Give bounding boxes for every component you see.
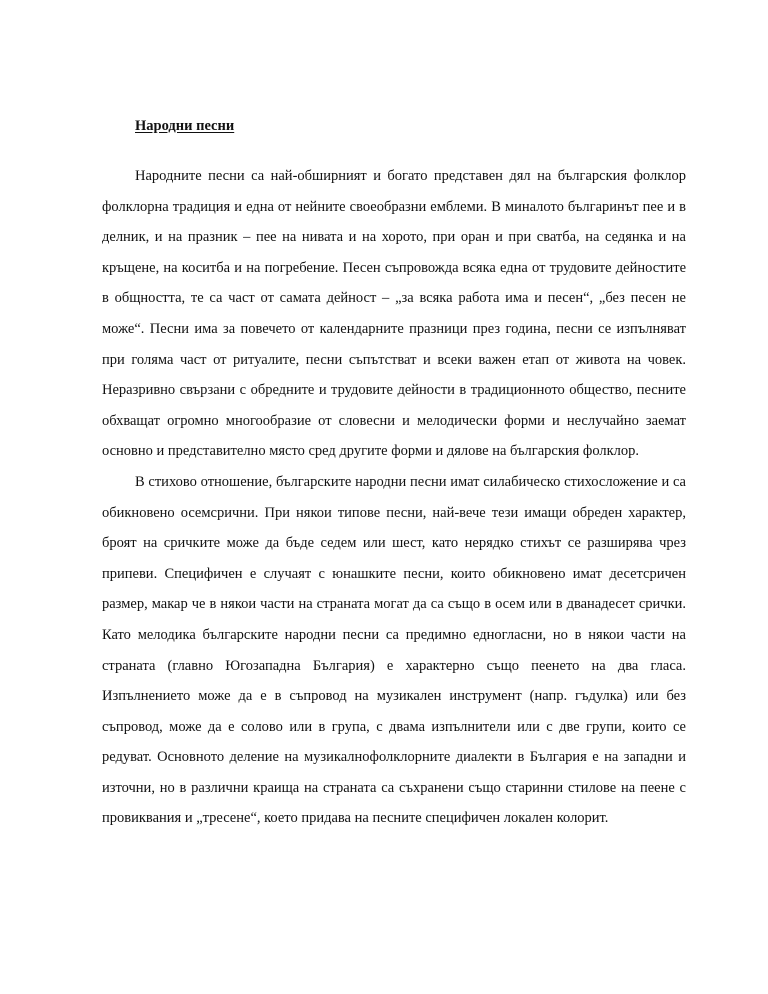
paragraph-folk-songs-intro: Народните песни са най-обширният и богато представен дял на българския фолклор фолклорна традиция и една от нейните своеобразни емблеми. В миналото българинът пее и в делник, и на празник – пее на нивата и на хорото, при оран и при сватба, на седянка и на кръщене, на коситба и на погребение. Песен съпровожда всяка една от трудовите дейностите в общността, те са част от самата дейност – „за всяка работа има и песен“, „без песен не може“. Песни има за повечето от календарните празници през година, песни се изпълняват при голяма част от ритуалите, песни съпътстват и всеки важен етап от живота на човек. Неразривно свързани с обредните и трудовите дейности в традиционното общество, песните обхващат огромно многообразие от словесни и мелодически форми и неслучайно заемат основно и представително място сред другите форми и дялове на българския фолклор. [102, 168, 686, 460]
document-body [102, 161, 686, 834]
paragraph-verse-and-melody: В стихово отношение, българските народни песни имат силабическо стихосложение и са обикновено осемсрични. При някои типове песни, най-вече тези имащи обреден характер, броят на сричките може да бъде седем или шест, като нерядко стихът се разширява чрез припеви. Специфичен е случаят с юнашките песни, които обикновено имат десетсричен размер, макар че в някои части на страната могат да са също в осем или в дванадесет срички. Като мелодика българските народни песни са предимно едногласни, но в някои части на страната (главно Югозападна България) е характерно също пеенето на два гласа. Изпълнението може да е в съпровод на музикален инструмент (напр. гъдулка) или без съпровод, може да е солово или в група, с двама изпълнители или с две групи, които се редуват. Основното деление на музикалнофолклорните диалекти в България е на западни и източни, но в различни краища на страната са съхранени също старинни стилове на пеене с провиквания и „тресене“, което придава на песните специфичен локален колорит. [102, 473, 686, 827]
document-title: Народни песни [135, 118, 235, 134]
